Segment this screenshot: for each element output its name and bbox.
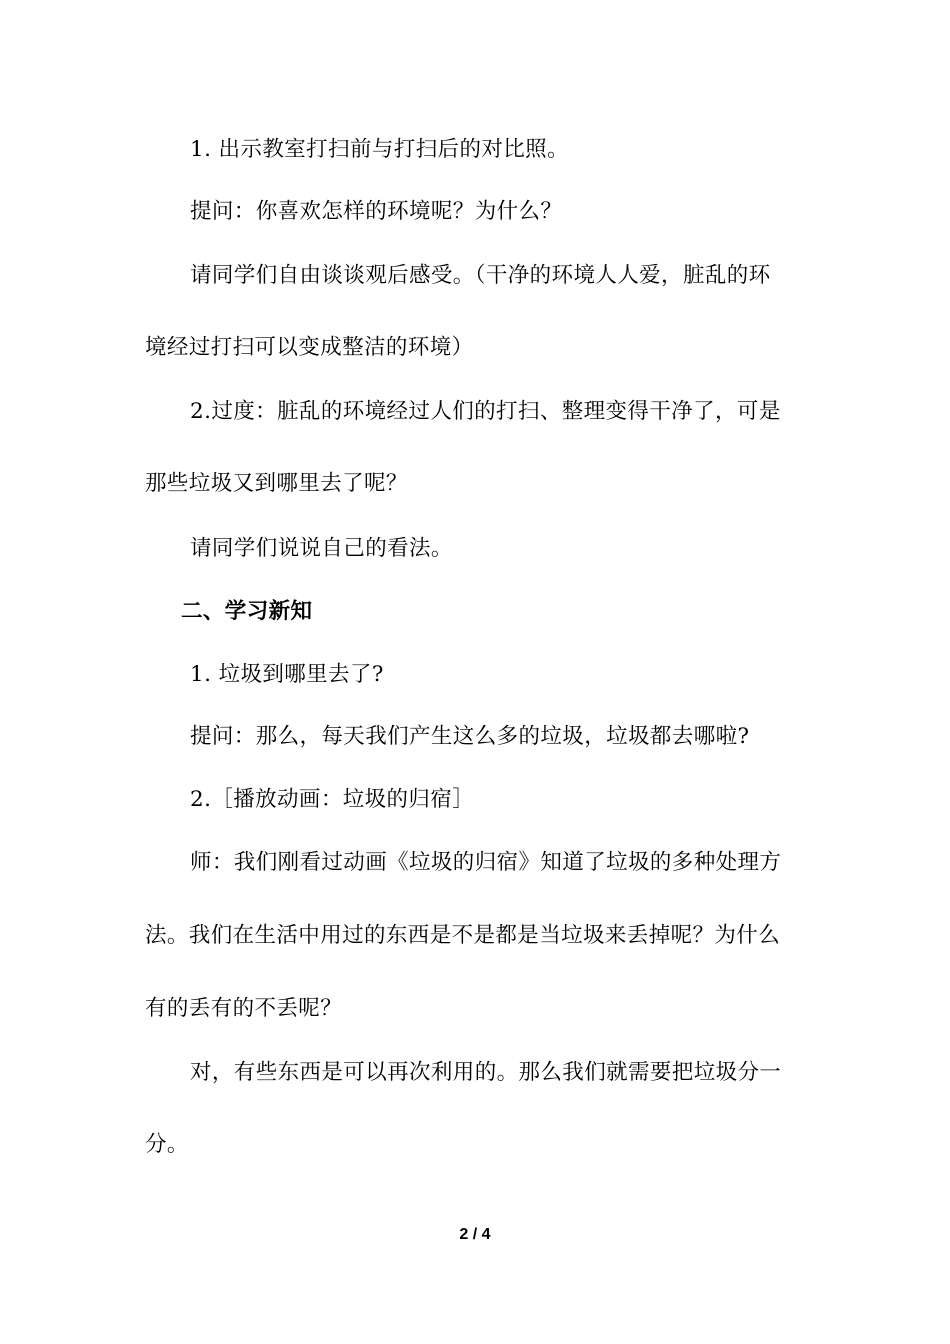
paragraph-item-garbage: 1. 垃圾到哪里去了? [190,662,384,687]
paragraph-teacher-line-2: 法。我们在生活中用过的东西是不是都是当垃圾来丢掉呢？为什么 [145,923,781,948]
paragraph-item-1: 1. 出示教室打扫前与打扫后的对比照。 [190,137,569,162]
paragraph-discussion-line-1: 请同学们自由谈谈观后感受。（干净的环境人人爱，脏乱的环 [190,263,771,288]
paragraph-conclusion-line-2: 分。 [145,1132,189,1157]
paragraph-question-2: 提问：那么，每天我们产生这么多的垃圾，垃圾都去哪啦? [190,724,750,749]
section-heading: 二、学习新知 [181,599,313,624]
paragraph-teacher-line-1: 师：我们刚看过动画《垃圾的归宿》知道了垃圾的多种处理方 [190,850,782,875]
paragraph-conclusion-line-1: 对，有些东西是可以再次利用的。那么我们就需要把垃圾分一 [190,1060,782,1085]
paragraph-transition-line-1: 2.过度：脏乱的环境经过人们的打扫、整理变得干净了，可是 [190,399,781,424]
paragraph-discussion-line-2: 境经过打扫可以变成整洁的环境） [145,335,474,360]
paragraph-animation: 2.［播放动画：垃圾的归宿］ [190,787,475,812]
paragraph-transition-line-2: 那些垃圾又到哪里去了呢？ [145,471,408,496]
paragraph-opinion: 请同学们说说自己的看法。 [190,536,453,561]
paragraph-question: 提问：你喜欢怎样的环境呢？为什么？ [190,199,563,224]
paragraph-teacher-line-3: 有的丢有的不丢呢？ [145,996,343,1021]
page-number: 2 / 4 [459,1226,491,1243]
